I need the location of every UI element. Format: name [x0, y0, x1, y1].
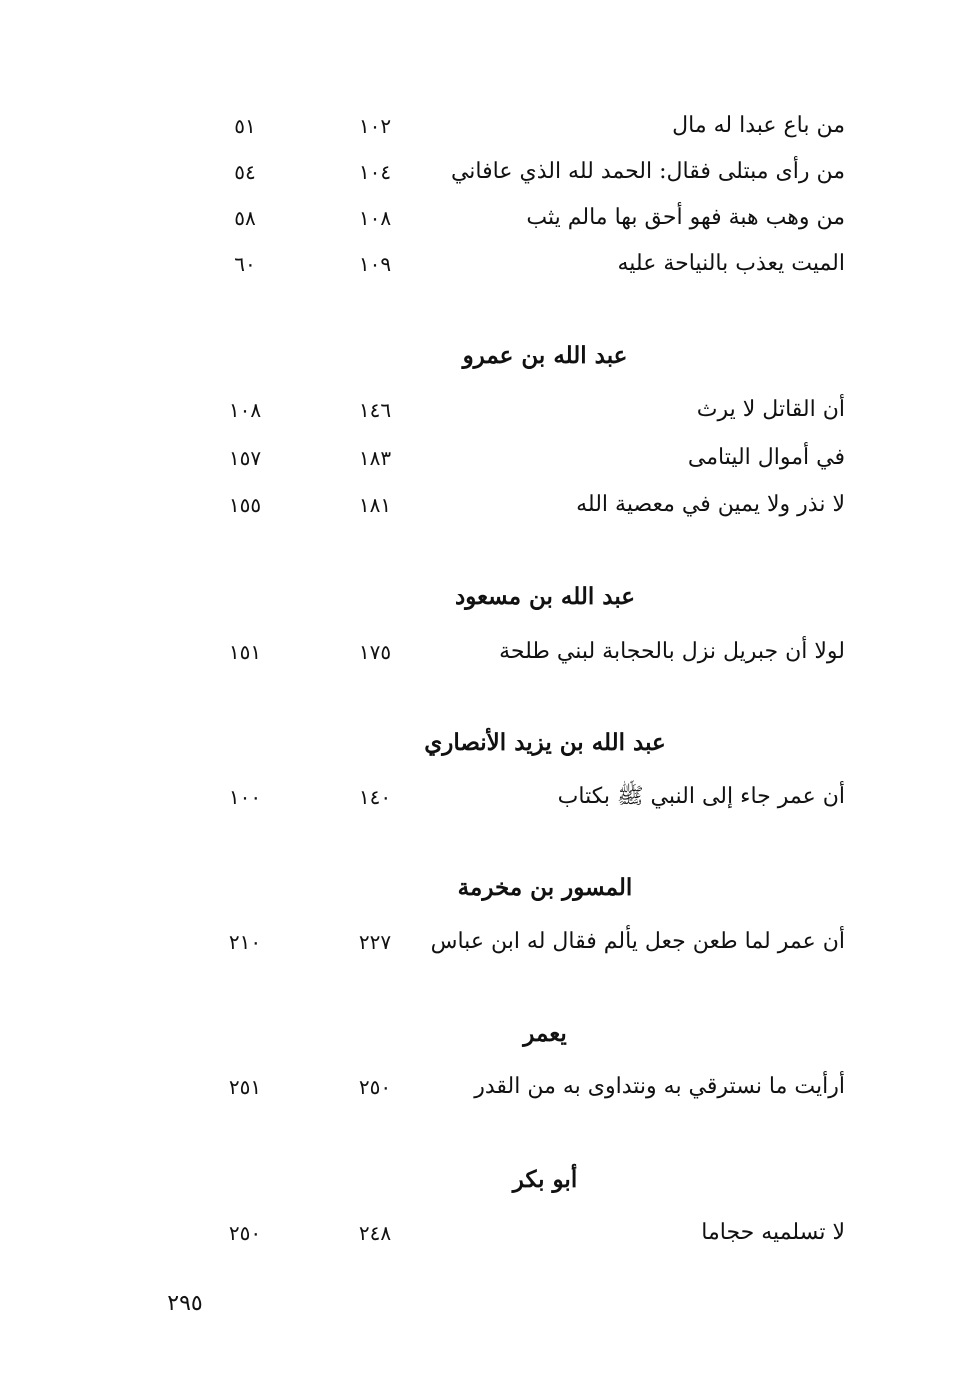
hadith-number: ٢٥٠ — [358, 1075, 392, 1099]
hadith-number: ١٠٩ — [358, 252, 392, 276]
hadith-number: ٢٤٨ — [358, 1221, 392, 1245]
index-entry — [180, 437, 845, 479]
entry-text: لا تسلميه حجاما — [701, 1220, 845, 1245]
hadith-number: ١٨١ — [358, 493, 392, 517]
entry-text: أن القاتل لا يرث — [696, 397, 845, 422]
index-entry — [180, 151, 845, 193]
page-reference: ١٥٧ — [228, 446, 262, 470]
section-heading: المسور بن مخرمة — [457, 874, 633, 901]
hadith-number: ١٤٦ — [358, 398, 392, 422]
page-reference: ٢٥١ — [228, 1075, 262, 1099]
entry-text: لولا أن جبريل نزل بالحجابة لبني طلحة — [499, 639, 845, 664]
hadith-number: ١٤٠ — [358, 785, 392, 809]
index-entry — [180, 1066, 845, 1108]
entry-text: أن عمر لما طعن جعل يألم فقال له ابن عباس — [430, 929, 845, 954]
index-entry — [180, 105, 845, 147]
section-heading: عبد الله بن عمرو — [462, 342, 628, 369]
hadith-number: ١٠٤ — [358, 160, 392, 184]
page-reference: ٥١ — [234, 114, 256, 138]
page-reference: ٢١٠ — [228, 930, 262, 954]
entry-text: لا نذر ولا يمين في معصية الله — [576, 492, 845, 517]
index-entry — [180, 243, 845, 285]
page-reference: ١٠٠ — [228, 785, 262, 809]
entry-text: أن عمر جاء إلى النبي ﷺ بكتاب — [557, 784, 845, 809]
page-reference: ١٥٥ — [228, 493, 262, 517]
entry-text: من باع عبدا له مال — [672, 113, 845, 138]
entry-text: في أموال اليتامى — [687, 445, 845, 470]
hadith-number: ١٨٣ — [358, 446, 392, 470]
section-heading: أبو بكر — [512, 1166, 578, 1193]
entry-text: من وهب هبة فهو أحق بها مالم يثب — [526, 205, 845, 230]
page-number: ٢٩٥ — [167, 1291, 203, 1316]
page-reference: ٥٨ — [234, 206, 256, 230]
page-reference: ٦٠ — [234, 252, 256, 276]
page-reference: ٢٥٠ — [228, 1221, 262, 1245]
entry-text: الميت يعذب بالنياحة عليه — [617, 251, 845, 276]
index-entry — [180, 1212, 845, 1254]
hadith-number: ٢٢٧ — [358, 930, 392, 954]
index-entry — [180, 197, 845, 239]
section-heading: عبد الله بن يزيد الأنصاري — [424, 729, 666, 756]
index-entry — [180, 921, 845, 963]
page-reference: ١٠٨ — [228, 398, 262, 422]
entry-text: من رأى مبتلى فقال: الحمد لله الذي عافاني — [450, 159, 845, 184]
hadith-number: ١٠٨ — [358, 206, 392, 230]
section-heading: عبد الله بن مسعود — [454, 583, 636, 610]
index-entry — [180, 484, 845, 526]
hadith-number: ١٠٢ — [358, 114, 392, 138]
page-reference: ٥٤ — [234, 160, 256, 184]
page-reference: ١٥١ — [228, 640, 262, 664]
section-heading: يعمر — [523, 1020, 567, 1047]
index-entry — [180, 389, 845, 431]
index-entry — [180, 776, 845, 818]
entry-text: أرأيت ما نسترقي به ونتداوى به من القدر — [474, 1074, 845, 1099]
index-entry — [180, 631, 845, 673]
hadith-number: ١٧٥ — [358, 640, 392, 664]
